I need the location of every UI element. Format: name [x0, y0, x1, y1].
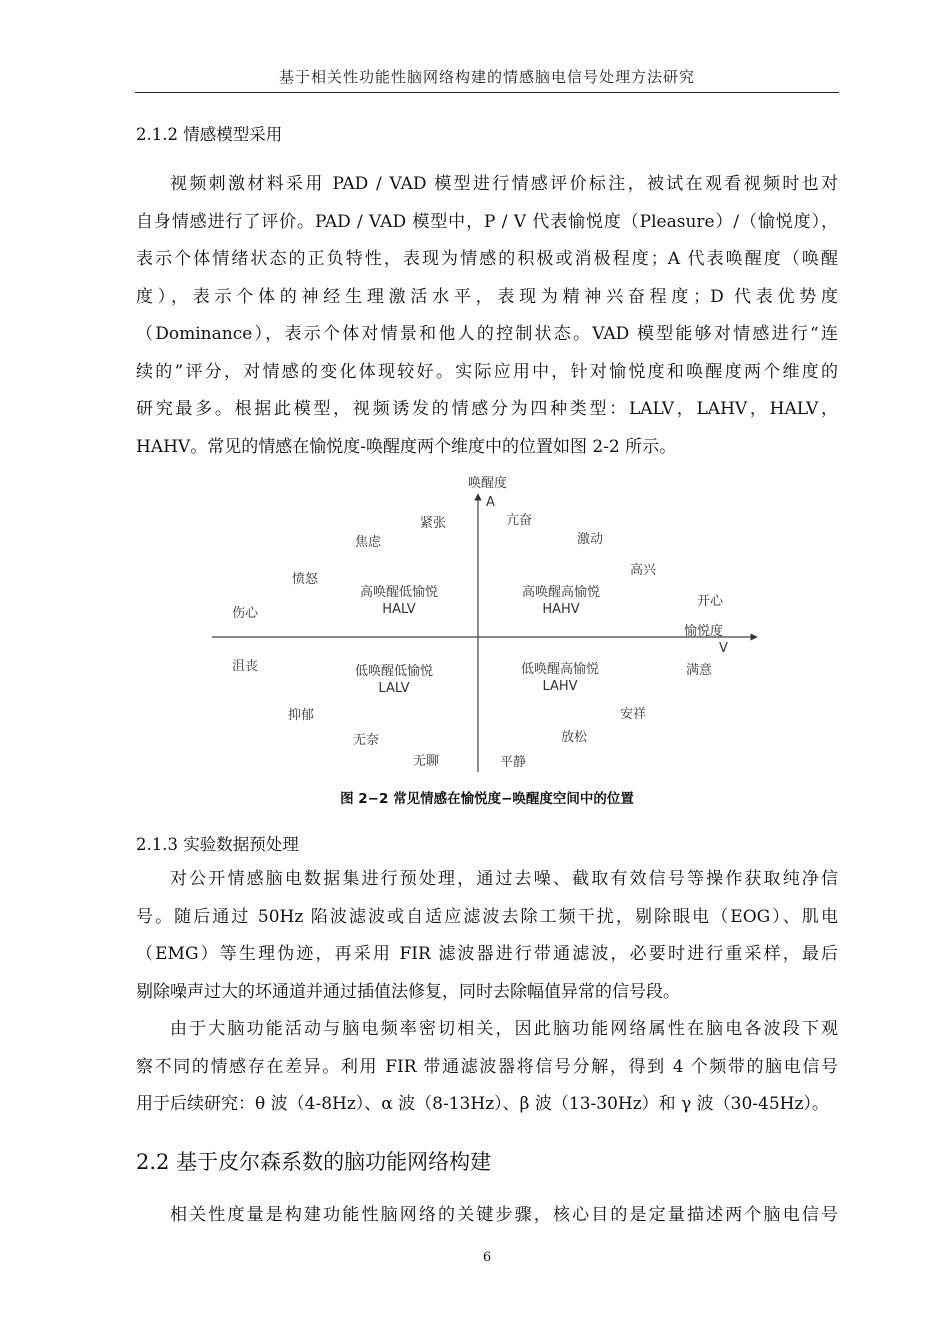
- quadrant-lalv-label: 低唤醒低愉悦: [354, 664, 434, 679]
- section-heading-2-2: 2.2 基于皮尔森系数的脑功能网络构建: [136, 1150, 492, 1174]
- text-line: 由于大脑功能活动与脑电频率密切相关，因此脑功能网络属性在脑电各波段下观: [170, 1019, 838, 1039]
- emotion-elated: 亢奋: [506, 513, 533, 528]
- text-line: 研究最多。根据此模型，视频诱发的情感分为四种类型：LALV，LAHV，HALV，: [136, 399, 838, 419]
- emotion-bored: 无聊: [413, 754, 440, 769]
- quadrant-hahv-label: 高唤醒高愉悦: [521, 585, 601, 600]
- x-axis-title: 愉悦度: [684, 624, 724, 639]
- emotion-helpless: 无奈: [353, 733, 380, 748]
- quadrant-halv-label: 高唤醒低愉悦: [359, 585, 439, 600]
- quadrant-lahv-label: 低唤醒高愉悦: [520, 662, 600, 677]
- paragraph-pearson: [136, 1197, 838, 1235]
- text-line: 表示个体情绪状态的正负特性，表现为情感的积极或消极程度；A 代表唤醒度（唤醒: [136, 249, 838, 269]
- emotion-tense: 紧张: [420, 516, 447, 531]
- text-line: 察不同的情感存在差异。利用 FIR 带通滤波器将信号分解，得到 4 个频带的脑电信号: [136, 1056, 838, 1077]
- emotion-calm: 平静: [500, 755, 527, 770]
- emotion-excited: 激动: [577, 532, 604, 547]
- text-line: （Dominance），表示个体对情景和他人的控制状态。VAD 模型能够对情感进行“连: [136, 324, 838, 344]
- text-line: 自身情感进行了评价。PAD / VAD 模型中，P / V 代表愉悦度（Pleasure）/（愉悦度），: [136, 211, 838, 232]
- page-number: 6: [482, 1250, 492, 1265]
- x-axis-letter: V: [719, 641, 728, 656]
- header-rule: [135, 92, 839, 93]
- text-line: 续的”评分，对情感的变化体现较好。实际应用中，针对愉悦度和唤醒度两个维度的: [136, 361, 838, 382]
- emotion-happy: 开心: [697, 594, 724, 609]
- figure-valence-arousal: [210, 472, 760, 777]
- text-line: HAHV。常见的情感在愉悦度-唤醒度两个维度中的位置如图 2-2 所示。: [136, 436, 677, 457]
- emotion-frustrated: 沮丧: [232, 659, 259, 674]
- text-line: 度），表示个体的神经生理激活水平，表现为精神兴奋程度；D 代表优势度: [136, 286, 838, 307]
- quadrant-hahv-code: HAHV: [542, 602, 580, 617]
- running-header: 基于相关性功能性脑网络构建的情感脑电信号处理方法研究: [278, 68, 695, 86]
- emotion-sad: 伤心: [232, 606, 259, 621]
- quadrant-lahv-code: LAHV: [542, 679, 578, 694]
- paragraph-preprocessing-1: [136, 861, 838, 1011]
- section-heading-2-1-2: 2.1.2 情感模型采用: [136, 125, 283, 144]
- emotion-angry: 愤怒: [292, 572, 319, 587]
- text-line: 号。随后通过 50Hz 陷波滤波或自适应滤波去除工频干扰，剔除眼电（EOG）、肌电: [136, 906, 838, 927]
- text-line: 剔除噪声过大的坏通道并通过插值法修复，同时去除幅值异常的信号段。: [136, 981, 680, 1002]
- quadrant-halv-code: HALV: [382, 602, 416, 617]
- text-line: 相关性度量是构建功能性脑网络的关键步骤，核心目的是定量描述两个脑电信号: [170, 1205, 838, 1225]
- emotion-serene: 安祥: [620, 707, 647, 722]
- text-line: 对公开情感脑电数据集进行预处理，通过去噪、截取有效信号等操作获取纯净信: [170, 869, 838, 889]
- y-axis-title: 唤醒度: [468, 476, 508, 491]
- emotion-satisfied: 满意: [686, 663, 713, 678]
- emotion-relaxed: 放松: [561, 730, 588, 745]
- paragraph-preprocessing-2: [136, 1011, 838, 1124]
- text-line: 视频刺激材料采用 PAD / VAD 模型进行情感评价标注，被试在观看视频时也对: [170, 174, 838, 194]
- paragraph-emotion-model: [136, 166, 838, 466]
- emotion-glad: 高兴: [630, 563, 657, 578]
- figure-caption: 图 2−2 常见情感在愉悦度−唤醒度空间中的位置: [340, 791, 634, 807]
- y-axis-letter: A: [486, 495, 495, 510]
- quadrant-lalv-code: LALV: [378, 681, 410, 696]
- text-line: 用于后续研究：θ 波（4-8Hz）、α 波（8-13Hz）、β 波（13-30Hz）和 γ 波（30-45Hz）。: [136, 1094, 829, 1114]
- section-heading-2-1-3: 2.1.3 实验数据预处理: [136, 835, 299, 854]
- text-line: （EMG）等生理伪迹，再采用 FIR 滤波器进行带通滤波，必要时进行重采样，最后: [136, 944, 838, 964]
- emotion-anxious: 焦虑: [355, 535, 382, 550]
- emotion-depressed: 抑郁: [288, 708, 315, 723]
